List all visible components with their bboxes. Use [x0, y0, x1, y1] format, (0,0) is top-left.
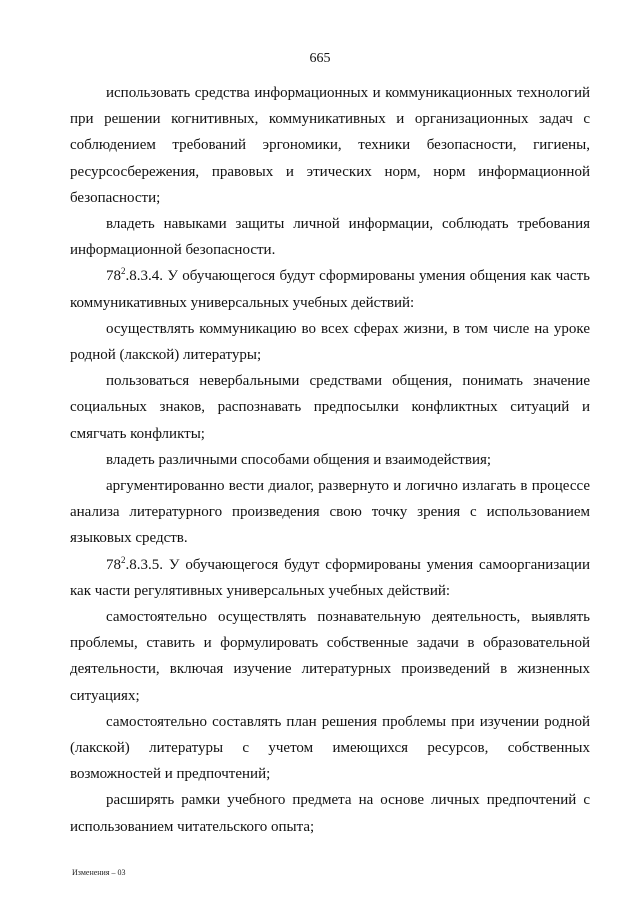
paragraph: использовать средства информационных и коммуникационных технологий при решении когнитивных, коммуникативных и организационных задач с соблюдением требований эргономики, техники безопасности, гигиены, ресурсосбережения, правовых и этических норм, норм информационной безопасности; — [70, 85, 590, 206]
paragraph: осуществлять коммуникацию во всех сферах жизни, в том числе на уроке родной (лакской) литературы; — [70, 320, 590, 364]
paragraph: пользоваться невербальными средствами общения, понимать значение социальных знаков, распознавать предпосылки конфликтных ситуаций и смягчать конфликты; — [70, 373, 590, 442]
section-number: 78 — [106, 556, 121, 573]
section-text: .8.3.5. У обучающегося будут сформированы умения самоорганизации как части регулятивных универсальных учебных действий: — [70, 556, 590, 599]
body-text — [70, 80, 590, 840]
section-text: .8.3.4. У обучающегося будут сформированы умения общения как часть коммуникативных универсальных учебных действий: — [70, 268, 590, 311]
page-number: 665 — [309, 51, 331, 66]
paragraph: самостоятельно осуществлять познавательную деятельность, выявлять проблемы, ставить и формулировать собственные задачи в образовательной деятельности, включая изучение литературных произведений в жизненных ситуациях; — [70, 609, 590, 704]
section-superscript: 2 — [121, 266, 126, 277]
footer-revision-note: Изменения – 03 — [72, 868, 126, 877]
section-paragraph — [70, 263, 590, 315]
section-superscript: 2 — [121, 554, 126, 565]
paragraph: владеть различными способами общения и взаимодействия; — [106, 451, 492, 468]
section-paragraph — [70, 552, 590, 604]
section-number: 78 — [106, 268, 121, 285]
paragraph: расширять рамки учебного предмета на основе личных предпочтений с использованием читательского опыта; — [70, 792, 590, 835]
paragraph: владеть навыками защиты личной информации, соблюдать требования информационной безопасности. — [70, 216, 590, 259]
paragraph: аргументированно вести диалог, развернуто и логично излагать в процессе анализа литературного произведения свою точку зрения с использованием языковых средств. — [70, 478, 590, 547]
paragraph: самостоятельно составлять план решения проблемы при изучении родной (лакской) литературы с учетом имеющихся ресурсов, собственных возможностей и предпочтений; — [70, 713, 590, 783]
